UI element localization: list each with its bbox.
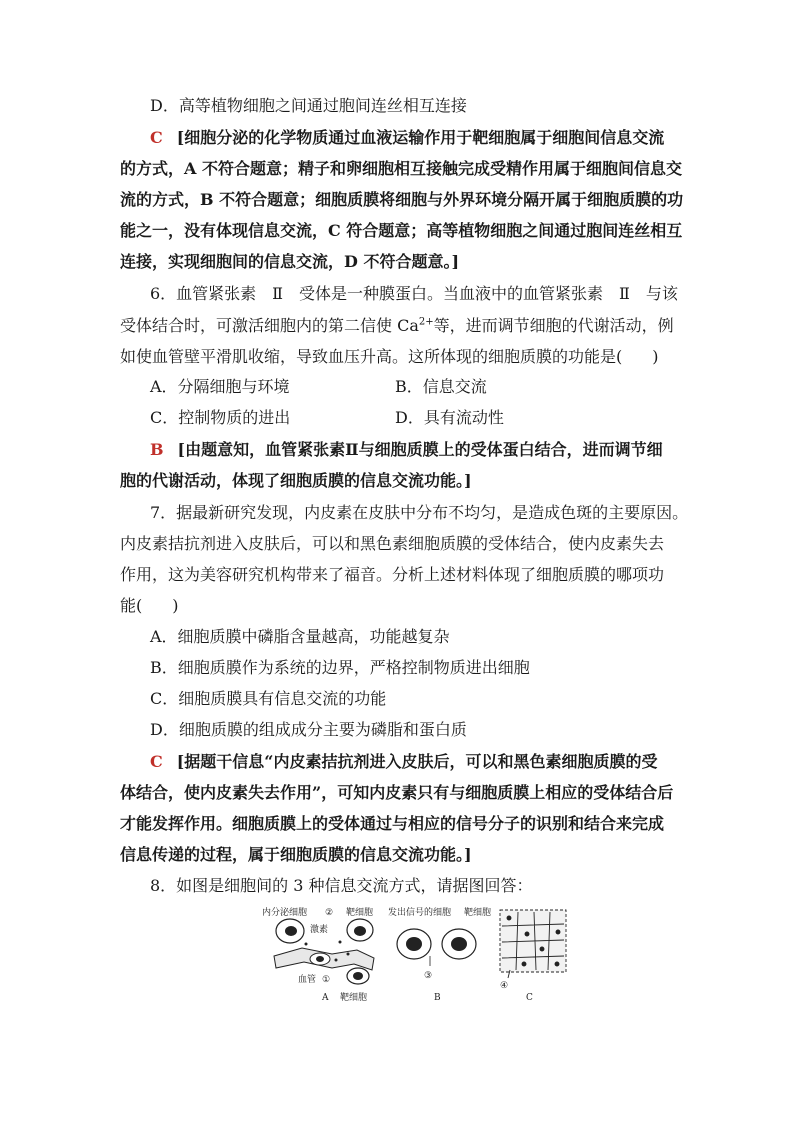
- endocrine-cell-label: 内分泌细胞: [262, 908, 308, 918]
- panel-b-label: B: [434, 993, 441, 1003]
- q7-stem-line-2: 内皮素拮抗剂进入皮肤后，可以和黑色素细胞质膜的受体结合，使内皮素失去: [120, 534, 665, 553]
- panel-c: [500, 910, 566, 978]
- q7-answer: C: [150, 752, 163, 771]
- q7-stem-line-4: 能( ): [120, 596, 179, 615]
- panel-a-label: A: [322, 993, 329, 1003]
- panel-b: [388, 906, 491, 1003]
- hormone-dot: [347, 953, 350, 956]
- q5-answer: C: [150, 128, 163, 147]
- target-cell-top-label: 靶细胞: [346, 908, 374, 918]
- plasmodesma-dot: [525, 932, 529, 936]
- signal-cell-label: 发出信号的细胞: [388, 908, 452, 918]
- plasmodesma-dot: [556, 930, 560, 934]
- q6-option-d: D．具有流动性: [395, 408, 504, 427]
- number-2-label: ②: [325, 908, 334, 918]
- hormone-dot: [335, 959, 338, 962]
- q5-explanation-line-4: 能之一，没有体现信息交流，C 符合题意；高等植物细胞之间通过胞间连丝相互: [120, 221, 683, 240]
- hormone-dot: [305, 943, 308, 946]
- target-cell-bottom-label: 靶细胞: [340, 993, 368, 1003]
- q6-answer: B: [150, 440, 164, 459]
- plasmodesma-dot: [555, 962, 559, 966]
- number-4-label: ④: [500, 981, 509, 991]
- q5-explanation-line-5: 连接，实现细胞间的信息交流，D 不符合题意。]: [120, 252, 460, 271]
- q6-stem-line-1: 6．血管紧张素 Ⅱ 受体是一种膜蛋白。当血液中的血管紧张素 Ⅱ 与该: [150, 284, 678, 303]
- q7-stem-line-3: 作用，这为美容研究机构带来了福音。分析上述材料体现了细胞质膜的哪项功: [120, 565, 665, 584]
- q7-option-c: C．细胞质膜具有信息交流的功能: [150, 689, 387, 708]
- q5-explanation-line-1: C [细胞分泌的化学物质通过血液运输作用于靶细胞属于细胞间信息交流: [150, 128, 665, 147]
- blood-cell-nucleus: [316, 956, 324, 962]
- target-cell-bottom-nucleus: [353, 972, 363, 980]
- q6-option-c: C．控制物质的进出: [150, 408, 291, 427]
- target-cell-top-nucleus: [354, 926, 366, 936]
- panel-c-label: C: [526, 993, 533, 1003]
- target-cell-b-label: 靶细胞: [464, 908, 492, 918]
- number-3-label: ③: [424, 971, 433, 981]
- hormone-dot: [339, 941, 342, 944]
- endocrine-cell-nucleus: [285, 926, 297, 936]
- q7-option-d: D．细胞质膜的组成成分主要为磷脂和蛋白质: [150, 720, 467, 739]
- q5-explanation-line-3: 流的方式，B 不符合题意；细胞质膜将细胞与外界环境分隔开属于细胞质膜的功: [120, 190, 684, 209]
- q7-option-b: B．细胞质膜作为系统的边界，严格控制物质进出细胞: [150, 658, 530, 677]
- number-1-label: ①: [322, 975, 331, 985]
- q7-explanation-line-4: 信息传递的过程，属于细胞质膜的信息交流功能。]: [120, 845, 472, 864]
- q5-explanation-line-2: 的方式，A 不符合题意；精子和卵细胞相互接触完成受精作用属于细胞间信息交: [120, 159, 682, 178]
- q6-stem-line-3: 如使血管壁平滑肌收缩，导致血压升高。这所体现的细胞质膜的功能是( ): [120, 347, 659, 366]
- q6-explanation-line-1: B [由题意知，血管紧张素Ⅱ与细胞质膜上的受体蛋白结合，进而调节细: [150, 440, 663, 459]
- vessel-label: 血管: [298, 975, 317, 985]
- q6-option-a: A．分隔细胞与环境: [150, 377, 290, 396]
- q5-option-d: D．高等植物细胞之间通过胞间连丝相互连接: [150, 96, 467, 115]
- q7-explanation-line-3: 才能发挥作用。细胞质膜上的受体通过与相应的信号分子的识别和结合来完成: [120, 814, 665, 833]
- cell-communication-figure: [262, 904, 574, 1008]
- plasmodesma-dot: [522, 962, 526, 966]
- signal-cell-nucleus: [406, 937, 422, 951]
- q7-option-a: A．细胞质膜中磷脂含量越高，功能越复杂: [150, 627, 450, 646]
- q7-stem-line-1: 7．据最新研究发现，内皮素在皮肤中分布不均匀，是造成色斑的主要原因。: [150, 503, 689, 522]
- q8-stem: 8．如图是细胞间的 3 种信息交流方式，请据图回答：: [150, 876, 533, 895]
- hormone-label: 激素: [310, 925, 329, 935]
- plasmodesma-dot: [540, 947, 544, 951]
- q6-stem-line-2: 受体结合时，可激活细胞内的第二信使 $Ca^{2+}$等，进而调节细胞的代谢活动，例: [120, 316, 674, 335]
- q7-explanation-line-2: 体结合，使内皮素失去作用”，可知内皮素只有与细胞质膜上相应的受体结合后: [120, 783, 674, 802]
- q7-explanation-line-1: C [据题干信息“内皮素拮抗剂进入皮肤后，可以和黑色素细胞质膜的受: [150, 752, 658, 771]
- ion-charge: 2+: [418, 316, 434, 328]
- target-cell-b-nucleus: [451, 937, 467, 951]
- panel-a: [262, 906, 374, 1003]
- plasmodesma-dot: [507, 916, 511, 920]
- q6-explanation-line-2: 胞的代谢活动，体现了细胞质膜的信息交流功能。]: [120, 471, 472, 490]
- q6-option-b: B．信息交流: [395, 377, 487, 396]
